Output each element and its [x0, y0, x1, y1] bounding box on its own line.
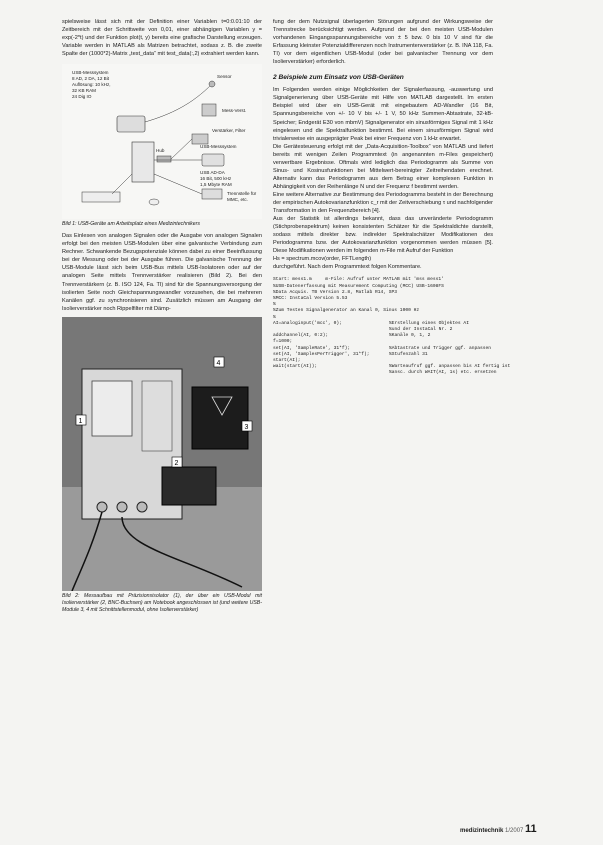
marker-2: 2	[174, 459, 179, 467]
bnc-connector-icon	[137, 502, 147, 512]
figure-1	[62, 64, 262, 219]
svg-text:Verstärker, Filter: Verstärker, Filter	[212, 128, 246, 134]
usb-module-3	[192, 387, 248, 449]
code-comment: %Kanäle 0, 1, 2	[389, 333, 431, 339]
svg-text:Hub: Hub	[156, 148, 165, 154]
filter-icon	[192, 134, 208, 144]
section-heading: 2 Beispiele zum Einsatz von USB-Geräten	[273, 74, 404, 82]
journal-name: medizintechnik	[460, 828, 504, 834]
measurement-photo	[62, 317, 262, 591]
page-footer	[460, 823, 537, 835]
sensor-icon	[209, 81, 215, 87]
code-statement: %	[273, 302, 276, 308]
marker-1: 1	[78, 417, 83, 425]
right-paragraph-2: Im Folgenden werden einige Möglichkeiten der Signalerfassung, -auswertung und Signalgenerierung über USB-Geräte mit Hilfe von MATLAB dargestellt. Im ersten Beispiel wird über ein USB-Gerät mit eingebautem AD-Wandler (16 Bit, Spannungsbereiche von +/- 10 V bis +/- 1 V, 50 kHz Summen-Abtastrate, 32-kB-Speicher; Endgerät E30 von mbmV) Signalgenerator ein sinusförmiges Signal mit 1 kHz eingelesen und die Spektralfunktion bestimmt. Bei einem sinusförmigen Signal wird trivialerweise ein ausgeprägter Peak bei einer Frequenz von 1 kHz erwartet.	[273, 87, 493, 142]
issue-number: 1/2007	[505, 828, 524, 834]
svg-text:24 Dig IO: 24 Dig IO	[72, 94, 92, 100]
svg-text:Sensor: Sensor	[217, 74, 232, 80]
pc-tower-icon	[132, 142, 154, 182]
right-paragraph-5: Aus der Statistik ist allerdings bekannt, dass das unveränderte Periodogramm (Stichprobenspektrum) keinen konsistenten Schätzer für die Spektraldichte darstellt, sodass mittels direkter bzw. indirekter Spektralschätzer Modifikationen des Periodogramms bzw. der Autokovarianzfunktion vorgenommen werden müssen [5]. Diese Modifikationen werden im folgenden m-File mit Aufruf der Funktion	[273, 216, 493, 255]
svg-text:1,5 Mbyte RAM: 1,5 Mbyte RAM	[200, 182, 232, 188]
right-paragraph-4: Eine weitere Alternative zur Bestimmung des Periodogramms besteht in der Berechnung der empirischen Autokovarianzfunktion c_r mit der Zeitverschiebung τ und nachfolgender Transformation in den Frequenzbereich [4].	[273, 191, 493, 215]
matlab-code-listing	[273, 277, 511, 376]
page-number: 11	[525, 823, 537, 835]
code-statement: %	[273, 314, 276, 320]
bnc-connector-icon	[117, 502, 127, 512]
svg-text:Auflösung: 10 kHz,: Auflösung: 10 kHz,	[72, 82, 111, 88]
usb-setup-illustration	[62, 64, 262, 219]
svg-text:32 KB RAM: 32 KB RAM	[72, 88, 96, 94]
marker-3: 3	[244, 423, 249, 431]
code-statement: %MCC: InstaCal Version 5.53	[273, 296, 348, 302]
code-comment: %Abtastrate und Trigger ggf. anpassen	[389, 345, 491, 351]
code-statement: %Data Acquis. TB Version 2.8, Matlab R14, SP3	[273, 289, 398, 295]
keyboard-icon	[82, 192, 120, 202]
hub-icon	[157, 156, 171, 162]
right-paragraph-6: Hs = spectrum.mcov(order, FFTLength)	[273, 256, 372, 263]
left-paragraph-1: spielsweise lässt sich mit der Definition einer Variablen t=0:0.01:10 der Zeitbereich mit der Schrittweite von 0,01, einer abhängigen Variablen y = exp(-2*t) und der Funktion plot(t, y) bereits eine grafische Darstellung erzeugen. Variable werden in MATLAB als Matrizen betrachtet, sodass z. B. die zweite Spalte der (1000*2)-Matrix „test_data“ mit test_data(:,2) extrahiert werden kann.	[62, 19, 262, 58]
code-statement: wait(start(AI));	[273, 364, 318, 370]
code-comment: %Stufenzahl 31	[389, 351, 428, 357]
figure-1-caption: Bild 1: USB-Geräte am Arbeitsplatz eines Medizintechnikers	[62, 221, 200, 228]
right-paragraph-7: durchgeführt. Nach dem Programmtext folgen Kommentare.	[273, 264, 422, 271]
figure-2-caption: Bild 2: Messaufbau mit Präzisionsisolator (1), der über ein USB-Modul mit Isolierverstärker (2, BNC-Buchsen) am Notebook angeschlossen ist (und weitere USB-Module 3, 4 mit Schnittstellenmodul, ohne Isolierverstärker)	[62, 592, 262, 613]
isolator-icon	[202, 189, 222, 199]
svg-text:USB-Messsystem: USB-Messsystem	[72, 70, 109, 76]
code-comment: %Warteaufruf ggf. anpassen bis AI fertig ist	[389, 364, 511, 370]
code-statement: AI=analoginput('mcc', 0);	[273, 320, 342, 326]
code-statement: set(AI, 'SampleRate', 31*f);	[273, 345, 351, 351]
usb-module-2	[202, 154, 224, 166]
svg-text:MMC, etc.: MMC, etc.	[227, 197, 248, 203]
svg-text:8 AD, 2 DA, 12 Bit: 8 AD, 2 DA, 12 Bit	[72, 76, 110, 82]
code-comment: %ansc. durch WAIT(AI, 1s) etc. ersetzen	[389, 370, 497, 376]
amplifier-icon	[202, 104, 216, 116]
bnc-connector-icon	[97, 502, 107, 512]
code-comment: %und der InstaCal Nr. 2	[389, 327, 453, 333]
code-statement: addchannel(AI, 0:2);	[273, 333, 329, 339]
code-statement: f=1000;	[273, 339, 293, 345]
code-line	[273, 370, 497, 376]
svg-text:Mess-Verst.: Mess-Verst.	[222, 108, 247, 114]
left-column	[62, 18, 262, 618]
svg-text:Trennstelle für: Trennstelle für	[227, 191, 257, 197]
code-comment: %Erstellung eines Objektes AI	[389, 320, 469, 326]
mouse-icon	[149, 199, 159, 205]
marker-4: 4	[216, 359, 221, 367]
svg-text:USB AD-DA: USB AD-DA	[200, 170, 225, 176]
code-statement: %USB-Datenerfassung mit Measurement Computing (MCC) USB-1608FS	[273, 283, 444, 289]
svg-text:USB-Messsystem: USB-Messsystem	[200, 144, 237, 150]
right-column	[273, 18, 511, 377]
usb-module-1	[117, 116, 145, 132]
code-statement: set(AI, 'SamplesPerTrigger', 31*f);	[273, 351, 370, 357]
code-statement: %Zum Testen Signalgenerator an Kanal 0, Sinus 1000 Hz	[273, 308, 420, 314]
right-paragraph-3: Die Gerätesteuerung erfolgt mit der „Data-Acquisition-Toolbox“ von MATLAB und liefert bereits mit wenigen Zeilen Programmtext (in angenannten m-Files gespeichert) verwertbare Ergebnisse. Oftmals wird lediglich das Periodogramm als Summe von Sinus- und Kosinusfunktionen bei Mittelwert-bereinigter Zeitreihendaten erechnet. Alternativ kann das Periodogramm aus dem Betrag einer komplexen Funktion in Abhängigkeit von der Reihenlänge N und der Frequenz f bestimmt werden.	[273, 143, 493, 190]
svg-text:16 Bit, 500 kHz: 16 Bit, 500 kHz	[200, 176, 232, 182]
left-paragraph-2: Das Einlesen von analogen Signalen oder die Ausgabe von analogen Signalen erfolgt bei den meisten USB-Modulen über eine galvanische Verbindung zum Rechner. Schwankende Bezugspotenziale können dabei zu einer Beeinflussung bei der Messung oder bei der Ausgabe führen. Die galvanische Trennung der USB-Module lässt sich beim USB-Bus mittels USB-Isolatoren oder auf der analogen Seite mittels Trennverstärker realisieren (Bild 2). Bei den Trennverstärkern (z. B. ISO 124, Fa. TI) sind für die Spannungsversorgung der isolierten Seite noch Gleichspannungswandler vorzusehen, die bei mehreren Kanälen ggf. zu synchronisieren sind. Zusätzlich müssen am Ausgang der Isolierverstärker noch Rippelfilter mit Dämp-	[62, 233, 262, 312]
code-statement: start(AI);	[273, 358, 301, 364]
right-paragraph-1: fung der dem Nutzsignal überlagerten Störungen aufgrund der Wirkungsweise der Trennstrecke berücksichtigt werden. Aufgrund der bei den meisten USB-Modulen vorhandenen Eingangsspannungsbereiche von ± 5 bzw. 0 bis 10 V sind für die Erfassung kleinster Potenzialdifferenzen noch Instrumentenverstärker (z. B. INA 118, Fa. TI) vor dem eigentlichen USB-Modul (oder bei galvanischer Trennung vor dem Isolierverstärker) erforderlich.	[273, 19, 493, 66]
figure-2	[62, 317, 262, 591]
code-statement: Start: mess1.m m-File: Aufruf unter MATLAB mit 'mss mess1'	[273, 277, 444, 283]
